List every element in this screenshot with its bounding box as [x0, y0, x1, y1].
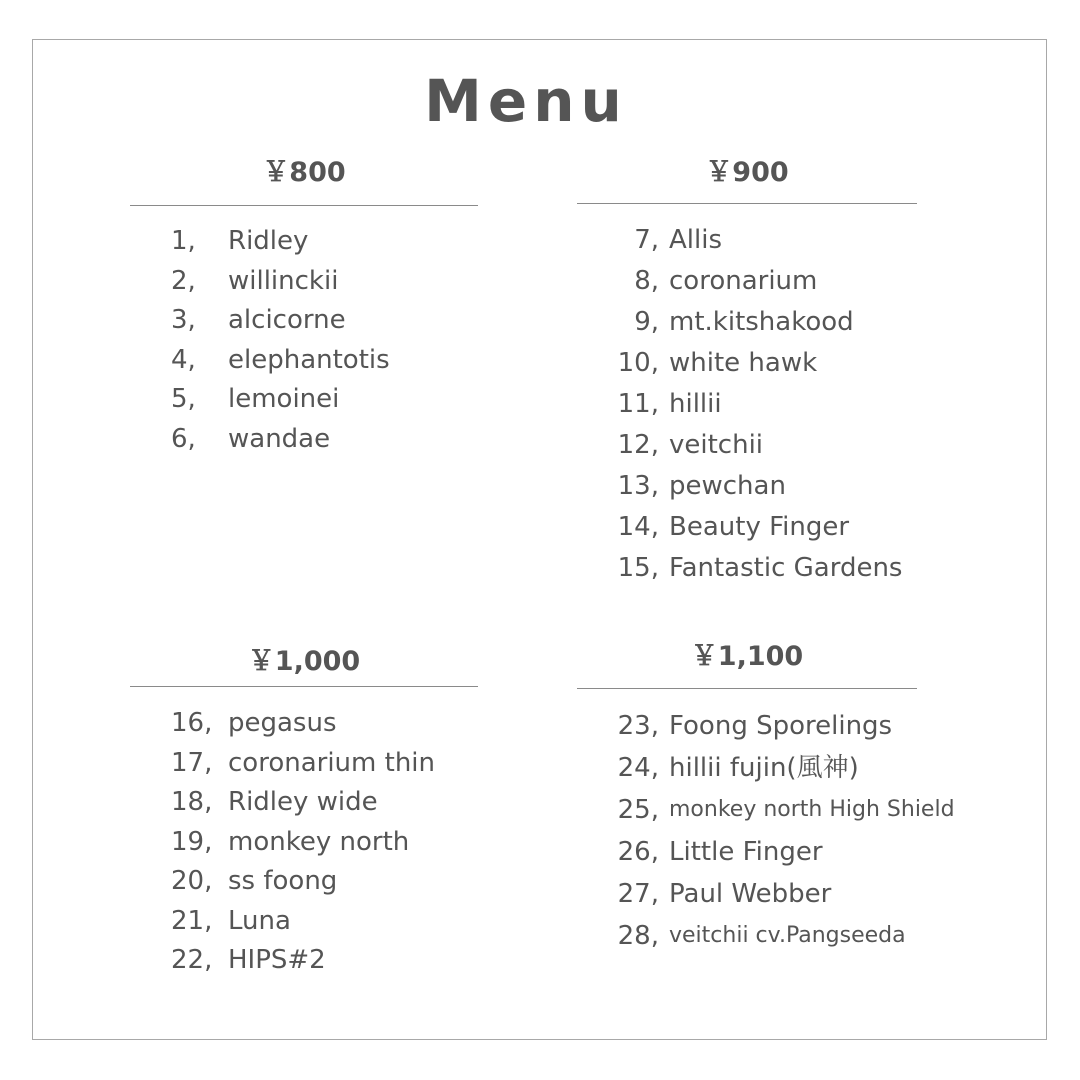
item-number: 24, — [617, 753, 659, 783]
item-number: 18, — [171, 787, 213, 817]
item-number: 21, — [171, 905, 213, 936]
menu-title: Menu — [424, 67, 628, 135]
item-number: 10, — [617, 348, 659, 378]
item-name: pegasus — [228, 708, 337, 738]
item-name: mt.kitshakood — [669, 307, 854, 337]
item-name: Ridley — [228, 226, 309, 256]
item-number: 6, — [171, 423, 196, 454]
item-number: 20, — [171, 866, 213, 896]
item-number: 12, — [617, 430, 659, 460]
item-number: 26, — [617, 837, 659, 867]
item-name: elephantotis — [228, 344, 390, 375]
item-name: alcicorne — [228, 305, 346, 335]
item-number: 27, — [617, 879, 659, 909]
item-name: willinckii — [228, 265, 339, 296]
item-name: monkey north High Shield — [669, 797, 955, 822]
item-name: veitchii — [669, 430, 764, 460]
item-number: 1, — [171, 226, 196, 256]
item-number: 13, — [617, 471, 659, 501]
item-name: veitchii cv.Pangseeda — [669, 923, 906, 948]
item-number: 23, — [617, 711, 659, 741]
item-name: monkey north — [228, 826, 410, 857]
item-name: coronarium — [669, 266, 818, 296]
price-heading: ￥900 — [705, 157, 789, 188]
item-number: 2, — [171, 265, 196, 296]
item-name: hillii — [669, 389, 722, 419]
divider — [577, 203, 917, 204]
item-name: ss foong — [228, 866, 338, 896]
item-name: coronarium thin — [228, 747, 435, 778]
item-name: hillii fujin(風神) — [669, 753, 859, 783]
item-number: 7, — [634, 225, 659, 255]
item-name: Paul Webber — [669, 879, 832, 909]
item-number: 28, — [617, 921, 659, 951]
item-name: Allis — [669, 225, 723, 255]
item-number: 15, — [617, 553, 659, 583]
item-number: 8, — [634, 266, 659, 296]
item-number: 22, — [171, 945, 213, 975]
item-number: 19, — [171, 826, 213, 857]
item-number: 5, — [171, 384, 196, 414]
item-number: 14, — [617, 512, 659, 542]
item-number: 9, — [634, 307, 659, 337]
item-name: Ridley wide — [228, 787, 378, 817]
item-name: pewchan — [669, 471, 786, 501]
price-heading: ￥1,100 — [690, 641, 804, 672]
item-number: 16, — [171, 708, 213, 738]
item-number: 17, — [171, 747, 213, 778]
price-heading: ￥800 — [262, 157, 346, 188]
item-number: 4, — [171, 344, 196, 375]
item-number: 3, — [171, 305, 196, 335]
divider — [577, 688, 917, 689]
item-name: Beauty Finger — [669, 512, 850, 542]
item-number: 11, — [617, 389, 659, 419]
item-name: Luna — [228, 905, 291, 936]
item-name: Little Finger — [669, 837, 823, 867]
price-heading: ￥1,000 — [247, 646, 361, 677]
item-name: Fantastic Gardens — [669, 553, 903, 583]
item-name: Foong Sporelings — [669, 711, 893, 741]
divider — [130, 686, 478, 687]
item-number: 25, — [617, 795, 659, 825]
divider — [130, 205, 478, 206]
item-name: lemoinei — [228, 384, 340, 414]
item-name: wandae — [228, 423, 331, 454]
item-name: HIPS#2 — [228, 945, 326, 975]
item-name: white hawk — [669, 348, 818, 378]
